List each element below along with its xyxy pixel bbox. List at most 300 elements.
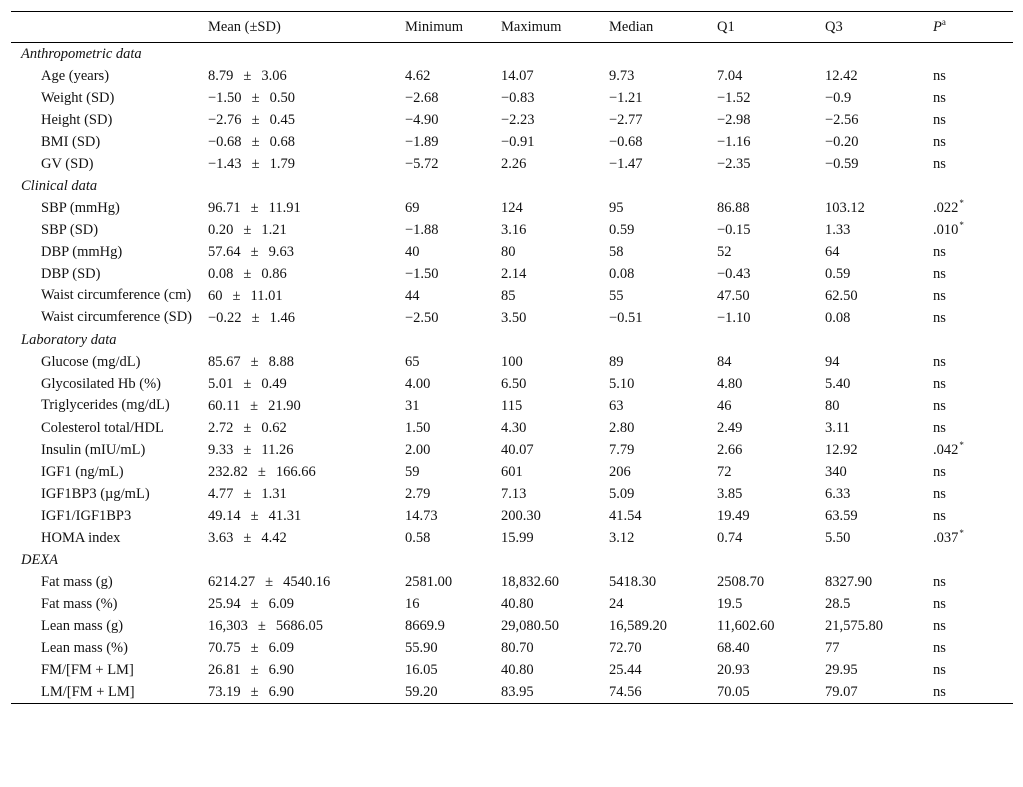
plus-minus-sign: ± (250, 640, 259, 656)
cell-q1: −1.52 (717, 90, 751, 106)
cell-median: 95 (609, 200, 624, 216)
cell-q1: 72 (717, 464, 732, 480)
cell-q1: 19.5 (717, 596, 743, 612)
table-row (11, 461, 1013, 483)
cell-q3: −0.59 (825, 156, 859, 172)
cell-q1: 52 (717, 244, 732, 260)
table-row (11, 681, 1013, 704)
p-value-cell (933, 351, 1013, 373)
cell-min: 69 (405, 200, 420, 216)
table-row (11, 109, 1013, 131)
cell-min: 2.79 (405, 486, 431, 502)
cell-q3: 77 (825, 640, 840, 656)
mean-value: −1.43 (208, 156, 242, 172)
mean-sd-cell (208, 417, 405, 439)
mean-sd-cell (208, 395, 405, 417)
cell-median: 25.44 (609, 662, 642, 678)
mean-value: 6214.27 (208, 574, 256, 590)
mean-sd-cell (208, 615, 405, 637)
table-row (11, 373, 1013, 395)
row-label: IGF1 (ng/mL) (41, 464, 124, 480)
sd-value: 6.90 (268, 684, 294, 700)
mean-sd-cell (208, 109, 405, 131)
p-value: ns (933, 618, 946, 634)
sd-value: 4.42 (261, 530, 287, 546)
sd-value: 1.79 (269, 156, 295, 172)
p-value-cell (933, 637, 1013, 659)
cell-median: 3.12 (609, 530, 635, 546)
mean-sd-cell (208, 153, 405, 175)
cell-min: −1.50 (405, 266, 439, 282)
p-value-cell (933, 505, 1013, 527)
p-value-cell (933, 219, 1013, 241)
p-value: ns (933, 354, 946, 370)
section-row (11, 43, 1013, 66)
cell-q3: 1.33 (825, 222, 851, 238)
mean-sd-cell (208, 65, 405, 87)
p-value-cell (933, 395, 1013, 417)
cell-q3: 21,575.80 (825, 618, 883, 634)
mean-value: 25.94 (208, 596, 241, 612)
plus-minus-sign: ± (243, 266, 252, 282)
cell-q3: −0.20 (825, 134, 859, 150)
cell-max: −0.83 (501, 90, 535, 106)
cell-median: 63 (609, 398, 624, 414)
table-row (11, 615, 1013, 637)
p-value-cell (933, 593, 1013, 615)
section-title: Clinical data (21, 178, 98, 194)
table-row (11, 307, 1013, 329)
plus-minus-sign: ± (250, 354, 259, 370)
plus-minus-sign: ± (250, 244, 259, 260)
cell-min: −4.90 (405, 112, 439, 128)
row-label: Weight (SD) (41, 90, 115, 106)
plus-minus-sign: ± (251, 156, 260, 172)
cell-q3: 79.07 (825, 684, 858, 700)
p-value-cell (933, 461, 1013, 483)
cell-q1: −2.35 (717, 156, 751, 172)
cell-q3: 8327.90 (825, 574, 873, 590)
cell-q3: 62.50 (825, 288, 858, 304)
p-value-cell (933, 263, 1013, 285)
cell-min: 59 (405, 464, 420, 480)
sd-value: 5686.05 (275, 618, 323, 634)
sd-value: 0.62 (261, 420, 287, 436)
cell-max: 40.07 (501, 442, 534, 458)
cell-q3: 0.59 (825, 266, 851, 282)
mean-value: 49.14 (208, 508, 241, 524)
cell-median: 7.79 (609, 442, 635, 458)
cell-max: −0.91 (501, 134, 535, 150)
plus-minus-sign: ± (251, 90, 260, 106)
table-row (11, 263, 1013, 285)
cell-q1: 2.49 (717, 420, 743, 436)
sd-value: 41.31 (268, 508, 302, 524)
significance-star: * (959, 440, 964, 450)
cell-min: 4.62 (405, 68, 431, 84)
cell-q3: 6.33 (825, 486, 851, 502)
cell-max: 18,832.60 (501, 574, 559, 590)
cell-median: 72.70 (609, 640, 642, 656)
table-row (11, 637, 1013, 659)
p-value: ns (933, 420, 946, 436)
cell-q1: 7.04 (717, 68, 743, 84)
mean-value: 73.19 (208, 684, 241, 700)
p-value-cell (933, 285, 1013, 307)
cell-q1: 0.74 (717, 530, 743, 546)
plus-minus-sign: ± (243, 68, 252, 84)
p-value-cell (933, 153, 1013, 175)
header-row (11, 12, 1013, 43)
table-row (11, 153, 1013, 175)
cell-q3: 12.92 (825, 442, 858, 458)
plus-minus-sign: ± (251, 112, 260, 128)
p-value: ns (933, 464, 946, 480)
cell-median: 58 (609, 244, 624, 260)
cell-min: 55.90 (405, 640, 438, 656)
descriptive-stats-table (11, 11, 1013, 704)
cell-median: 9.73 (609, 68, 635, 84)
cell-q1: 2508.70 (717, 574, 765, 590)
cell-min: 16 (405, 596, 420, 612)
row-label: Waist circumference (SD) (41, 309, 193, 325)
p-value-cell (933, 439, 1013, 461)
cell-median: 24 (609, 596, 624, 612)
header-p-footnote: a (941, 16, 946, 27)
sd-value: 21.90 (268, 398, 301, 414)
cell-median: −0.51 (609, 310, 643, 326)
cell-q3: 12.42 (825, 68, 858, 84)
cell-min: −2.68 (405, 90, 439, 106)
row-label: SBP (mmHg) (41, 200, 120, 216)
p-value: .010 (933, 222, 959, 238)
table-row (11, 241, 1013, 263)
cell-q3: 103.12 (825, 200, 865, 216)
mean-sd-cell (208, 131, 405, 153)
sd-value: 0.50 (269, 90, 295, 106)
plus-minus-sign: ± (257, 618, 266, 634)
mean-value: 5.01 (208, 376, 234, 392)
significance-star: * (959, 528, 964, 538)
cell-max: 3.50 (501, 310, 527, 326)
plus-minus-sign: ± (232, 288, 241, 304)
cell-q1: 19.49 (717, 508, 750, 524)
mean-sd-cell (208, 483, 405, 505)
mean-value: 0.08 (208, 266, 234, 282)
cell-max: 40.80 (501, 596, 534, 612)
header-maximum: Maximum (501, 18, 562, 35)
sd-value: 0.45 (269, 112, 295, 128)
cell-median: 16,589.20 (609, 618, 667, 634)
mean-value: 26.81 (208, 662, 241, 678)
header-mean: Mean (±SD) (208, 18, 281, 35)
mean-value: −0.68 (208, 134, 242, 150)
cell-median: 55 (609, 288, 624, 304)
sd-value: 1.46 (269, 310, 295, 326)
cell-median: −1.21 (609, 90, 643, 106)
cell-q1: −1.10 (717, 310, 751, 326)
cell-min: −1.88 (405, 222, 439, 238)
cell-min: 8669.9 (405, 618, 445, 634)
cell-max: 115 (501, 398, 523, 414)
cell-max: 2.26 (501, 156, 527, 172)
p-value-cell (933, 197, 1013, 219)
p-value: ns (933, 90, 946, 106)
cell-q1: 68.40 (717, 640, 750, 656)
cell-median: 2.80 (609, 420, 635, 436)
cell-q1: 4.80 (717, 376, 743, 392)
p-value: ns (933, 574, 946, 590)
p-value: ns (933, 244, 946, 260)
stats-table-container (11, 11, 1013, 704)
cell-median: −0.68 (609, 134, 643, 150)
p-value: ns (933, 640, 946, 656)
cell-median: −1.47 (609, 156, 643, 172)
cell-q1: 46 (717, 398, 732, 414)
cell-q1: 2.66 (717, 442, 743, 458)
section-title: Laboratory data (21, 332, 117, 348)
table-row (11, 417, 1013, 439)
p-value-cell (933, 65, 1013, 87)
sd-value: 0.86 (261, 266, 287, 282)
section-title: Anthropometric data (21, 46, 142, 62)
mean-value: 232.82 (208, 464, 248, 480)
cell-max: 83.95 (501, 684, 534, 700)
cell-min: 0.58 (405, 530, 431, 546)
header-median: Median (609, 18, 654, 35)
plus-minus-sign: ± (250, 684, 259, 700)
p-value: ns (933, 310, 946, 326)
table-row (11, 351, 1013, 373)
cell-max: 200.30 (501, 508, 541, 524)
row-label: Fat mass (%) (41, 596, 118, 612)
row-label: LM/[FM + LM] (41, 684, 135, 700)
cell-median: −2.77 (609, 112, 643, 128)
sd-value: 11.01 (250, 288, 283, 304)
p-value-cell (933, 615, 1013, 637)
sd-value: 1.21 (261, 222, 287, 238)
row-label: Colesterol total/HDL (41, 420, 164, 436)
p-value: ns (933, 398, 946, 414)
cell-min: −5.72 (405, 156, 439, 172)
header-q1: Q1 (717, 18, 735, 35)
sd-value: 6.09 (268, 596, 294, 612)
row-label: SBP (SD) (41, 222, 99, 238)
cell-median: 5.10 (609, 376, 635, 392)
cell-median: 74.56 (609, 684, 642, 700)
table-row (11, 483, 1013, 505)
mean-value: 2.72 (208, 420, 234, 436)
p-value-cell (933, 241, 1013, 263)
cell-q1: 3.85 (717, 486, 743, 502)
sd-value: 166.66 (275, 464, 316, 480)
cell-median: 0.59 (609, 222, 635, 238)
p-value-cell (933, 527, 1013, 549)
mean-sd-cell (208, 681, 405, 704)
plus-minus-sign: ± (243, 530, 252, 546)
cell-min: 14.73 (405, 508, 438, 524)
row-label: Triglycerides (mg/dL) (41, 397, 170, 413)
cell-min: 31 (405, 398, 420, 414)
cell-q3: 3.11 (825, 420, 850, 436)
cell-max: 7.13 (501, 486, 527, 502)
cell-min: 2.00 (405, 442, 431, 458)
row-label: GV (SD) (41, 156, 94, 172)
cell-min: 44 (405, 288, 420, 304)
header-q3: Q3 (825, 18, 843, 35)
plus-minus-sign: ± (257, 464, 266, 480)
sd-value: 9.63 (268, 244, 294, 260)
p-value: ns (933, 486, 946, 502)
p-value: .022 (933, 200, 959, 216)
sd-value: 0.49 (261, 376, 287, 392)
mean-sd-cell (208, 593, 405, 615)
p-value-cell (933, 681, 1013, 704)
plus-minus-sign: ± (251, 134, 260, 150)
cell-q3: −0.9 (825, 90, 852, 106)
table-row (11, 219, 1013, 241)
mean-value: −0.22 (208, 310, 242, 326)
mean-value: 60 (208, 288, 223, 304)
p-value-cell (933, 87, 1013, 109)
cell-median: 41.54 (609, 508, 642, 524)
row-label: Lean mass (%) (41, 640, 128, 656)
cell-q1: −1.16 (717, 134, 751, 150)
mean-value: −1.50 (208, 90, 242, 106)
mean-sd-cell (208, 571, 405, 593)
row-label: Waist circumference (cm) (41, 287, 192, 303)
mean-value: 70.75 (208, 640, 241, 656)
cell-min: −2.50 (405, 310, 439, 326)
row-label: Insulin (mIU/mL) (41, 442, 146, 458)
cell-max: 85 (501, 288, 516, 304)
mean-value: 3.63 (208, 530, 234, 546)
mean-sd-cell (208, 219, 405, 241)
p-value: .037 (933, 530, 959, 546)
cell-q1: 86.88 (717, 200, 750, 216)
mean-sd-cell (208, 241, 405, 263)
plus-minus-sign: ± (243, 486, 252, 502)
cell-max: 29,080.50 (501, 618, 559, 634)
cell-median: 5418.30 (609, 574, 657, 590)
mean-value: 9.33 (208, 442, 234, 458)
cell-max: 100 (501, 354, 523, 370)
p-value-cell (933, 483, 1013, 505)
mean-sd-cell (208, 351, 405, 373)
significance-star: * (959, 198, 964, 208)
cell-min: 59.20 (405, 684, 438, 700)
cell-max: 80.70 (501, 640, 534, 656)
row-label: Glycosilated Hb (%) (41, 376, 161, 392)
table-row (11, 659, 1013, 681)
cell-min: 2581.00 (405, 574, 453, 590)
section-row (11, 175, 1013, 197)
cell-max: 601 (501, 464, 523, 480)
header-p (933, 12, 1013, 43)
cell-q3: 5.40 (825, 376, 851, 392)
mean-value: 85.67 (208, 354, 241, 370)
cell-max: 15.99 (501, 530, 534, 546)
sd-value: 6.09 (268, 640, 294, 656)
cell-q1: 11,602.60 (717, 618, 775, 634)
table-row (11, 593, 1013, 615)
table-row (11, 197, 1013, 219)
p-value-cell (933, 373, 1013, 395)
sd-value: 1.31 (261, 486, 287, 502)
cell-max: 80 (501, 244, 516, 260)
cell-max: −2.23 (501, 112, 535, 128)
table-row (11, 285, 1013, 307)
cell-q1: −0.15 (717, 222, 751, 238)
cell-q1: 84 (717, 354, 732, 370)
cell-q3: 63.59 (825, 508, 858, 524)
row-label: Glucose (mg/dL) (41, 354, 141, 370)
mean-value: 0.20 (208, 222, 234, 238)
mean-sd-cell (208, 637, 405, 659)
mean-value: 60.11 (208, 398, 241, 414)
plus-minus-sign: ± (243, 376, 252, 392)
cell-q1: 47.50 (717, 288, 750, 304)
row-label: IGF1/IGF1BP3 (41, 508, 132, 524)
header-p-letter: P (933, 18, 942, 35)
mean-sd-cell (208, 285, 405, 307)
row-label: IGF1BP3 (µg/mL) (41, 486, 150, 502)
p-value-cell (933, 417, 1013, 439)
cell-max: 4.30 (501, 420, 527, 436)
sd-value: 6.90 (268, 662, 294, 678)
plus-minus-sign: ± (243, 420, 252, 436)
plus-minus-sign: ± (250, 398, 259, 414)
cell-q1: −2.98 (717, 112, 751, 128)
cell-median: 206 (609, 464, 631, 480)
row-label: Height (SD) (41, 112, 113, 128)
row-label: DBP (mmHg) (41, 244, 123, 260)
mean-sd-cell (208, 87, 405, 109)
mean-value: 8.79 (208, 68, 234, 84)
p-value: ns (933, 596, 946, 612)
plus-minus-sign: ± (243, 442, 252, 458)
mean-sd-cell (208, 505, 405, 527)
p-value-cell (933, 109, 1013, 131)
row-label: FM/[FM + LM] (41, 662, 134, 678)
plus-minus-sign: ± (251, 310, 260, 326)
sd-value: 8.88 (268, 354, 294, 370)
cell-min: 40 (405, 244, 420, 260)
header-minimum: Minimum (405, 18, 464, 35)
table-row (11, 439, 1013, 461)
p-value: ns (933, 266, 946, 282)
row-label: Age (years) (41, 68, 110, 84)
significance-star: * (959, 220, 964, 230)
cell-max: 3.16 (501, 222, 527, 238)
plus-minus-sign: ± (265, 574, 274, 590)
cell-min: 16.05 (405, 662, 438, 678)
row-label: BMI (SD) (41, 134, 101, 150)
p-value-cell (933, 659, 1013, 681)
cell-q3: 64 (825, 244, 840, 260)
mean-sd-cell (208, 439, 405, 461)
p-value-cell (933, 307, 1013, 329)
cell-q1: −0.43 (717, 266, 751, 282)
cell-max: 2.14 (501, 266, 527, 282)
mean-value: 96.71 (208, 200, 241, 216)
section-title: DEXA (21, 552, 59, 568)
cell-median: 89 (609, 354, 624, 370)
cell-q3: −2.56 (825, 112, 859, 128)
cell-q3: 340 (825, 464, 847, 480)
table-row (11, 131, 1013, 153)
cell-max: 124 (501, 200, 523, 216)
